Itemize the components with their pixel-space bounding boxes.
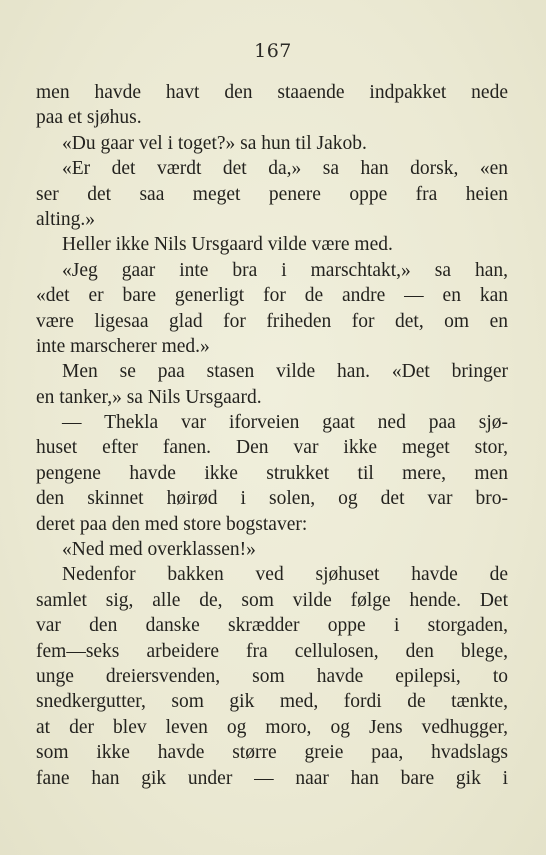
text-line: inte marscherer med.»: [36, 335, 210, 357]
body-text: [36, 80, 508, 791]
text-line: fem—seks arbeidere fra cellulosen, den blege,: [36, 640, 508, 662]
text-line: unge dreiersvenden, som havde epilepsi, to: [36, 665, 508, 687]
text-line: være ligesaa glad for friheden for det, om en: [36, 310, 508, 332]
text-line: samlet sig, alle de, som vilde følge hende. Det: [36, 589, 508, 611]
text-line: deret paa den med store bogstaver:: [36, 513, 308, 535]
text-line: Heller ikke Nils Ursgaard vilde være med.: [62, 234, 393, 256]
page-number: 167: [254, 40, 292, 62]
text-line: fane han gik under — naar han bare gik i: [36, 767, 508, 789]
text-line: paa et sjøhus.: [36, 107, 142, 129]
text-line: huset efter fanen. Den var ikke meget stor,: [36, 437, 508, 459]
text-line: alting.»: [36, 208, 96, 230]
text-line: at der blev leven og moro, og Jens vedhugger,: [36, 716, 508, 738]
text-line: den skinnet høirød i solen, og det var bro-: [36, 488, 508, 510]
text-line: Men se paa stasen vilde han. «Det bringer: [62, 361, 508, 383]
text-line: «det er bare generligt for de andre — en kan: [36, 285, 508, 307]
text-line: var den danske skrædder oppe i storgaden,: [36, 615, 508, 637]
text-line: snedkergutter, som gik med, fordi de tænkte,: [36, 691, 508, 713]
text-line: som ikke havde større greie paa, hvadslags: [36, 742, 508, 764]
text-line: men havde havt den staaende indpakket nede: [36, 82, 508, 103]
text-line: «Du gaar vel i toget?» sa hun til Jakob.: [62, 132, 367, 154]
text-line: «Jeg gaar inte bra i marschtakt,» sa han,: [62, 259, 508, 281]
text-line: «Er det værdt det da,» sa han dorsk, «en: [62, 158, 508, 180]
text-line: «Ned med overklassen!»: [62, 539, 256, 561]
text-line: pengene havde ikke strukket til mere, men: [36, 462, 508, 484]
text-line: ser det saa meget penere oppe fra heien: [36, 183, 508, 205]
text-line: Nedenfor bakken ved sjøhuset havde de: [62, 564, 508, 586]
text-line: — Thekla var iforveien gaat ned paa sjø-: [62, 412, 508, 434]
text-line: en tanker,» sa Nils Ursgaard.: [36, 386, 262, 408]
